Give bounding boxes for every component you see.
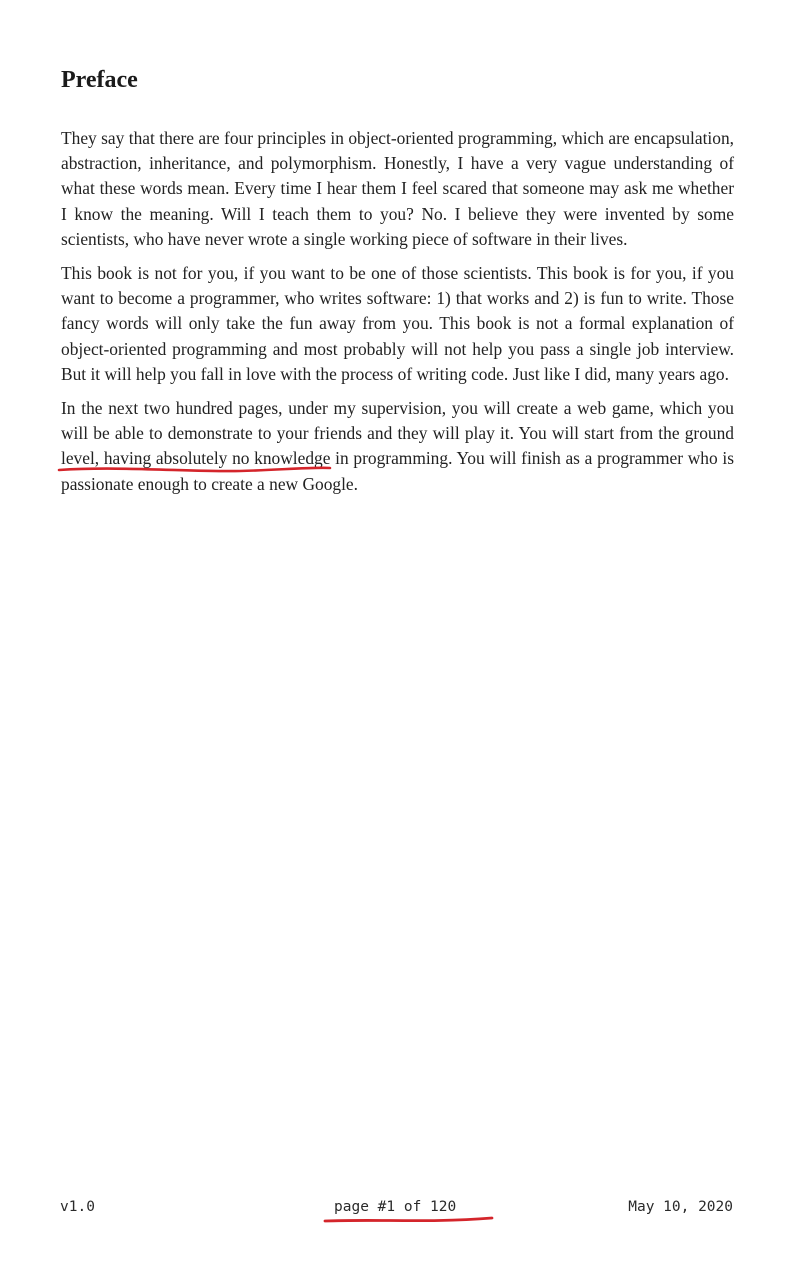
footer-date: May 10, 2020: [628, 1199, 733, 1215]
body-text: [61, 126, 734, 506]
footer-version: v1.0: [60, 1199, 95, 1215]
paragraph-1: They say that there are four principles in object-oriented programming, which are encapsulation, abstraction, inheritance, and polymorphism. Honestly, I have a very vague understanding of what these words mean. Every time I hear them I feel scared that someone may ask me whether I know the meaning. Will I teach them to you? No. I believe they were invented by some scientists, who have never wrote a single working piece of software in their lives.: [61, 128, 734, 249]
paragraph-3-rest: der my supervision, you will create a web game, which you will be able to demonstrate to your friends and they will play it. You will start from the ground level, having absolutely no knowledge in programming. You will finish as a programmer who is passionate enough to create a new Google.: [61, 398, 734, 494]
highlighted-phrase: In the next two hundred pages, un: [61, 398, 306, 419]
footer-page-indicator: page #1 of 120: [334, 1199, 457, 1215]
underline-annotation-footer: [325, 1218, 492, 1221]
paragraph-3: [61, 396, 734, 497]
paragraph-2: This book is not for you, if you want to be one of those scientists. This book is for you, if you want to become a programmer, who writes software: 1) that works and 2) is fun to write. Those fancy words will only take the fun away from you. This book is not a formal explanation of object-oriented programming and most probably will not help you pass a single job interview. But it will help you fall in love with the process of writing code. Just like I did, many years ago.: [61, 263, 734, 384]
page-title: Preface: [61, 67, 138, 93]
